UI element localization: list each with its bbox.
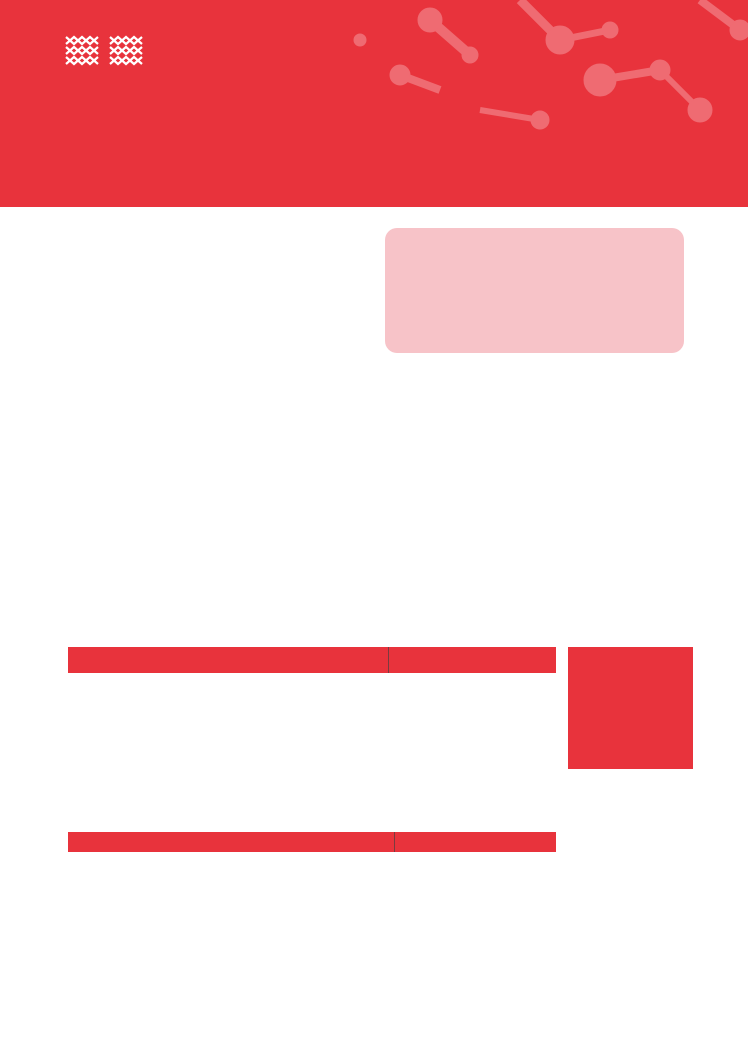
research-callout-box [385,228,684,353]
table1-group-header [388,647,556,673]
definitions-box [568,647,693,769]
intro-left-column [68,226,365,239]
decorative-network-graphic [0,0,748,207]
table1-group-header [220,647,388,673]
table2-salary-deciles [68,832,556,852]
table1-salaries [68,647,556,673]
table2-group-header [394,832,556,852]
logo-mark-icon [64,33,152,71]
table2-group-header [230,832,394,852]
report-header [0,0,748,207]
brand-logo [64,33,162,71]
